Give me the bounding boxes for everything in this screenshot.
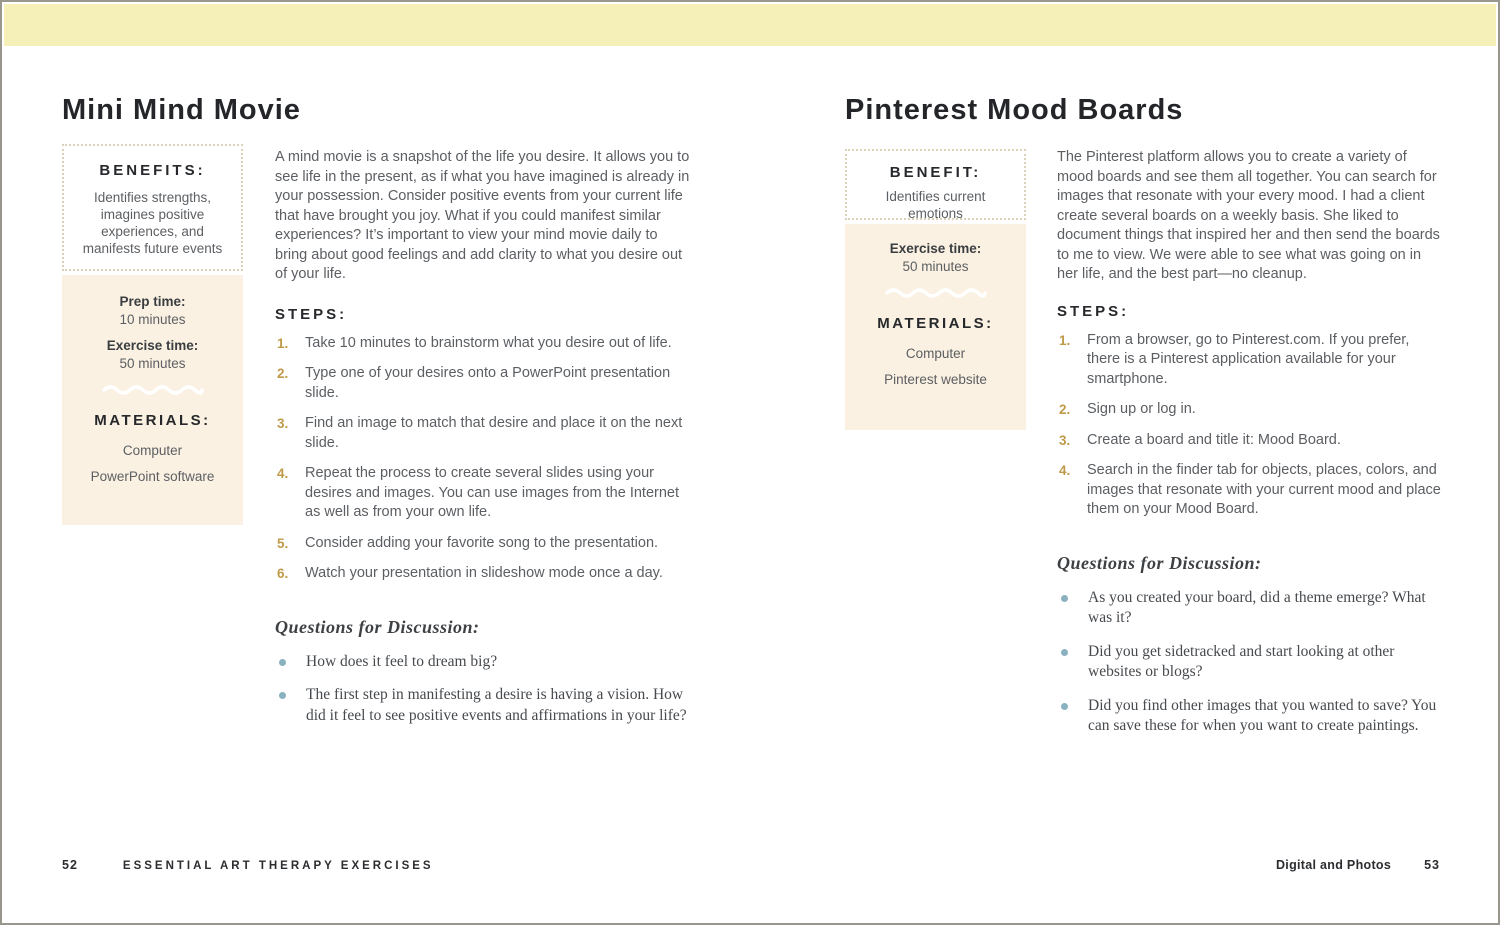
wave-divider-icon — [62, 382, 243, 400]
exercise-time-label: Exercise time: — [889, 241, 982, 256]
footer-right — [1276, 858, 1440, 872]
step-item: Repeat the process to create several slides using your desires and images. You can use images from the Internet as well as from your own life. — [305, 465, 679, 520]
steps-heading: STEPS: — [1057, 302, 1130, 320]
question-item: Did you get sidetracked and start looking at other websites or blogs? — [1057, 642, 1445, 683]
info-box — [62, 275, 243, 525]
questions-list — [1057, 588, 1445, 737]
exercise-time-value: 50 minutes — [119, 356, 186, 371]
steps-heading: STEPS: — [275, 305, 348, 323]
wave-divider-icon — [845, 285, 1026, 303]
exercise-time-value: 50 minutes — [902, 259, 969, 274]
questions-heading: Questions for Discussion: — [275, 616, 480, 637]
footer-page-number: 53 — [1424, 858, 1440, 872]
benefits-heading: BENEFITS: — [99, 162, 206, 179]
benefits-text: Identifies strengths, imagines positive experiences, and manifests future events — [82, 190, 223, 256]
benefit-text: Identifies current emotions — [885, 189, 986, 221]
prep-time-value: 10 minutes — [119, 312, 186, 327]
footer-page-number: 52 — [62, 858, 78, 872]
material-item: Pinterest website — [884, 372, 987, 387]
question-item: Did you find other images that you wanted to save? You can save these for when you want to create paintings. — [1057, 696, 1445, 737]
questions-list — [275, 652, 690, 727]
step-item: Sign up or log in. — [1087, 401, 1196, 417]
step-item: Find an image to match that desire and place it on the next slide. — [305, 415, 683, 451]
step-item: Take 10 minutes to brainstorm what you desire out of life. — [305, 334, 672, 351]
steps-list — [1057, 331, 1445, 520]
main-column-left — [275, 148, 690, 739]
exercise-time-label: Exercise time: — [106, 338, 199, 353]
question-item: The first step in manifesting a desire is having a vision. How did it feel to see positive events and affirmations in your life? — [275, 685, 690, 726]
step-item: Consider adding your favorite song to the presentation. — [305, 534, 659, 551]
footer-book-title: ESSENTIAL ART THERAPY EXERCISES — [122, 860, 434, 872]
page-title-left: Mini Mind Movie — [62, 94, 301, 126]
step-item: Type one of your desires onto a PowerPoint presentation slide. — [305, 365, 671, 401]
questions-heading: Questions for Discussion: — [1057, 552, 1262, 573]
main-column-right — [1057, 148, 1445, 750]
step-item: Search in the finder tab for objects, places, colors, and images that resonate with your current mood and place them on your Mood Board. — [1087, 462, 1441, 517]
material-item: Computer — [905, 346, 966, 361]
question-item: As you created your board, did a theme emerge? What was it? — [1057, 588, 1445, 629]
step-item: From a browser, go to Pinterest.com. If you prefer, there is a Pinterest application available for your smartphone. — [1087, 331, 1410, 387]
steps-list — [275, 334, 690, 584]
footer-chapter-title: Digital and Photos — [1275, 858, 1392, 872]
materials-heading: MATERIALS: — [94, 412, 211, 429]
top-band — [4, 4, 1496, 46]
prep-time-label: Prep time: — [119, 294, 186, 309]
intro-paragraph: A mind movie is a snapshot of the life you desire. It allows you to see life in the present, as if what you have imagined is already in your possession. Consider positive events from your current life that have brought you joy. What if you could manifest similar experiences? It’s important to view your mind movie daily to bring about good feelings and add clarity to what you desire out of your life. — [275, 149, 690, 282]
benefits-box — [62, 144, 243, 271]
intro-paragraph: The Pinterest platform allows you to create a variety of mood boards and see them all together. You can search for images that resonate with your every mood. I had a client create several boards on a weekly basis. She liked to document things that inspired her and then send the boards to me to view. We were able to see what was going on in her life, and the best part—no cleanup. — [1057, 149, 1440, 282]
step-item: Watch your presentation in slideshow mode once a day. — [305, 565, 663, 581]
info-box — [845, 224, 1026, 430]
material-item: Computer — [122, 443, 183, 458]
page-title-right: Pinterest Mood Boards — [845, 94, 1184, 126]
materials-heading: MATERIALS: — [877, 315, 994, 332]
benefit-heading: BENEFIT: — [889, 164, 982, 181]
material-item: PowerPoint software — [90, 469, 215, 484]
step-item: Create a board and title it: Mood Board. — [1087, 431, 1341, 448]
footer-left — [62, 858, 434, 872]
benefit-box — [845, 149, 1026, 220]
question-item: How does it feel to dream big? — [275, 652, 690, 673]
